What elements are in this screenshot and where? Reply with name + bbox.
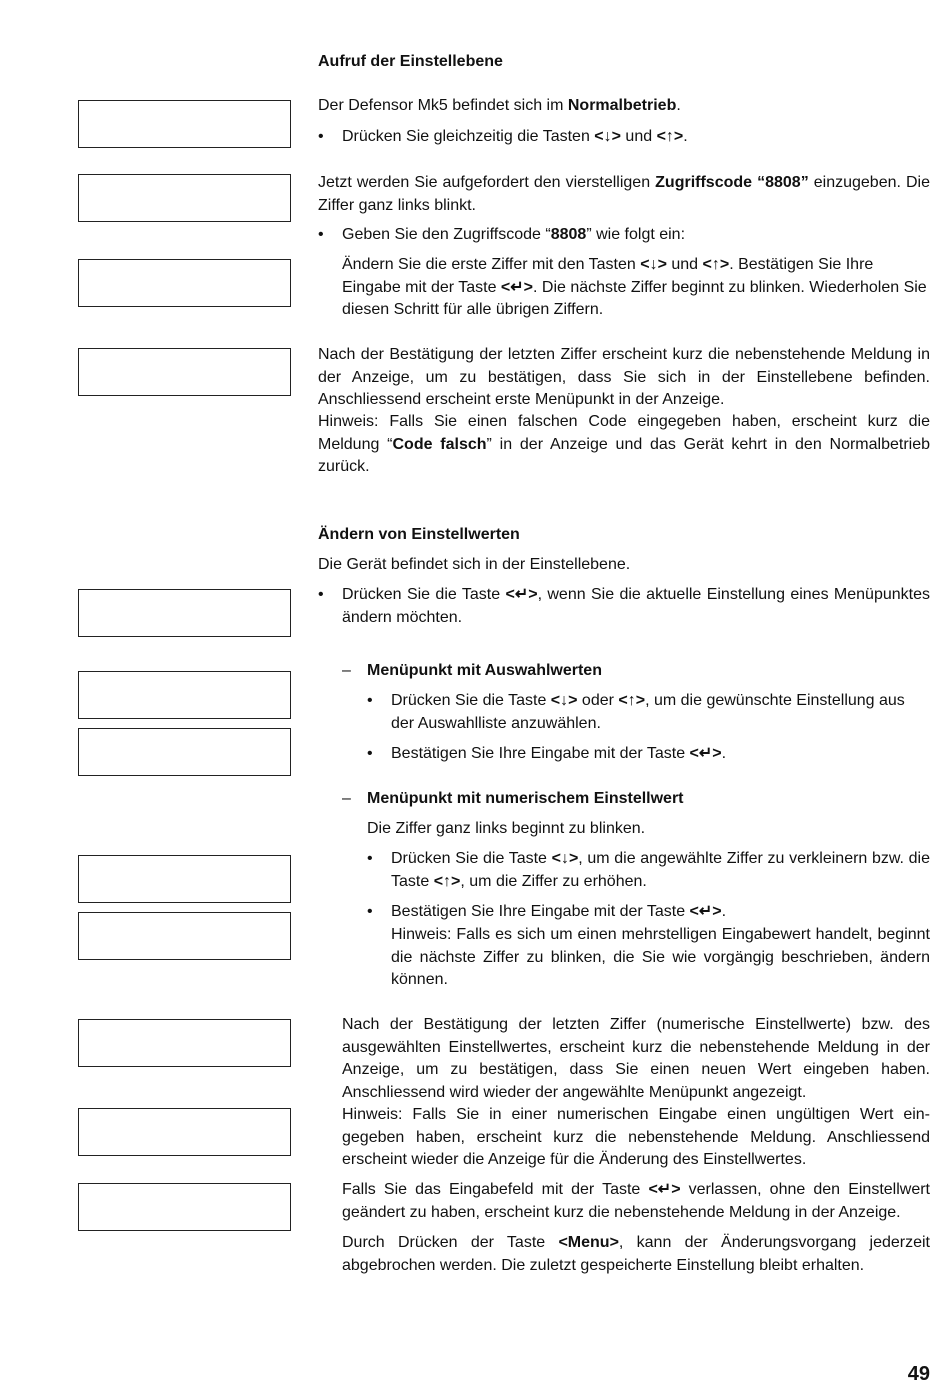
bullet-item: Drücken Sie die Taste <↵>, wenn Sie die aktuelle Einstellung eines Menüpunktes ändern möchten. [342, 586, 930, 626]
bullet: • [367, 692, 373, 709]
display-new-data-invalid [78, 1108, 291, 1156]
display-setpoint-second-digit [78, 912, 291, 960]
bullet-item: Bestätigen Sie Ihre Eingabe mit der Taste <↵>. [391, 745, 727, 762]
bullet-item: Drücken Sie die Taste <↓> oder <↑>, um die gewünschte Einstellung aus der Auswahlliste anzuwählen. [391, 692, 905, 732]
paragraph: Die Ziffer ganz links beginnt zu blinken. [367, 820, 646, 837]
paragraph: Die Gerät befindet sich in der Einstellebene. [318, 556, 631, 573]
paragraph: Nach der Bestätigung der letzten Ziffer (numerische Einstellwerte) bzw. des ausgewählten Einstellwertes, erscheint kurz die nebenstehende Meldung in der Anzeige, um zu bestätigen, dass Sie einen neuen Wert eingeben haben. Anschliessend wird wieder der angewählte Menüpunkt angezeigt. [342, 1016, 930, 1101]
dash-marker: – [342, 662, 351, 679]
note-paragraph: Hinweis: Falls Sie in einer numerischen Eingabe einen ungültigen Wert eingegeben haben, erscheint kurz die nebenstehende Meldung. Anschliessend erscheint wieder die Anzeige für die Änderung des Einstellwertes. [342, 1106, 930, 1168]
display-language-de [78, 671, 291, 719]
display-enter-code [78, 174, 291, 222]
bullet: • [367, 903, 373, 920]
bullet-item: Geben Sie den Zugriffscode “8808” wie folgt ein: [342, 226, 686, 243]
dash-marker: – [342, 790, 351, 807]
display-setpoint-first-digit [78, 855, 291, 903]
bullet-item: Drücken Sie gleichzeitig die Tasten <↓> und <↑>. [342, 128, 688, 145]
paragraph: Falls Sie das Eingabefeld mit der Taste <↵> verlassen, ohne den Einstellwert geändert zu haben, erscheint kurz die nebenstehende Meldung in der Anzeige. [342, 1181, 931, 1221]
bullet: • [318, 128, 324, 145]
paragraph: Durch Drücken der Taste <Menu>, kann der Änderungsvorgang jederzeit abgebrochen werden. Die zuletzt gespeicherte Einstellung bleibt erhalten. [342, 1234, 930, 1274]
paragraph: Der Defensor Mk5 befindet sich im Normalbetrieb. [318, 97, 681, 114]
display-normal-ready [78, 100, 291, 148]
display-language-en [78, 728, 291, 776]
bullet-item: Drücken Sie die Taste <↓>, um die angewählte Ziffer zu verkleinern bzw. die Taste <↑>, um die Ziffer zu erhöhen. [391, 850, 930, 890]
subheading-selection-values: Menüpunkt mit Auswahlwerten [367, 662, 602, 679]
note-paragraph: Hinweis: Falls Sie einen falschen Code eingegeben haben, erscheint kurz die Meldung “Code falsch” in der Anzeige und das Gerät kehrt in den Normalbetrieb zurück. [318, 413, 931, 475]
bullet-item: Bestätigen Sie Ihre Eingabe mit der Taste <↵>. [391, 903, 727, 920]
subheading-numeric-value: Menüpunkt mit numerischem Einstellwert [367, 790, 684, 807]
section-heading-settings-call: Aufruf der Einstellebene [318, 53, 503, 70]
bullet: • [318, 586, 324, 603]
note-paragraph: Hinweis: Falls es sich um einen mehrstelligen Eingabewert handelt, beginnt die nächste Ziffer zu blinken, die Sie wie vorgängig beschrieben, ändern können. [391, 926, 930, 988]
paragraph: Ändern Sie die erste Ziffer mit den Tasten <↓> und <↑>. Bestätigen Sie Ihre Eingabe mit der Taste <↵>. Die nächste Ziffer beginnt zu blinken. Wiederholen Sie diesen Schritt für alle übrigen Ziffern. [342, 256, 927, 318]
section-heading-change-values: Ändern von Einstellwerten [318, 526, 520, 543]
paragraph: Nach der Bestätigung der letzten Ziffer erscheint kurz die nebenstehende Meldung in der Anzeige, um zu bestätigen, dass Sie sich in der Einstellebene befinden. Anschliessend erscheint erste Menüpunkt in der Anzeige. [318, 346, 930, 408]
display-new-data-entered [78, 1019, 291, 1067]
display-menu-entry [78, 589, 291, 637]
display-unchanged [78, 1183, 291, 1231]
bullet: • [318, 226, 324, 243]
display-settings-level [78, 348, 291, 396]
display-enter-code-second [78, 259, 291, 307]
bullet: • [367, 850, 373, 867]
page-number: 49 [907, 1363, 930, 1385]
paragraph: Jetzt werden Sie aufgefordert den vierstelligen Zugriffscode “8808” einzugeben. Die Ziffer ganz links blinkt. [318, 174, 930, 214]
bullet: • [367, 745, 373, 762]
